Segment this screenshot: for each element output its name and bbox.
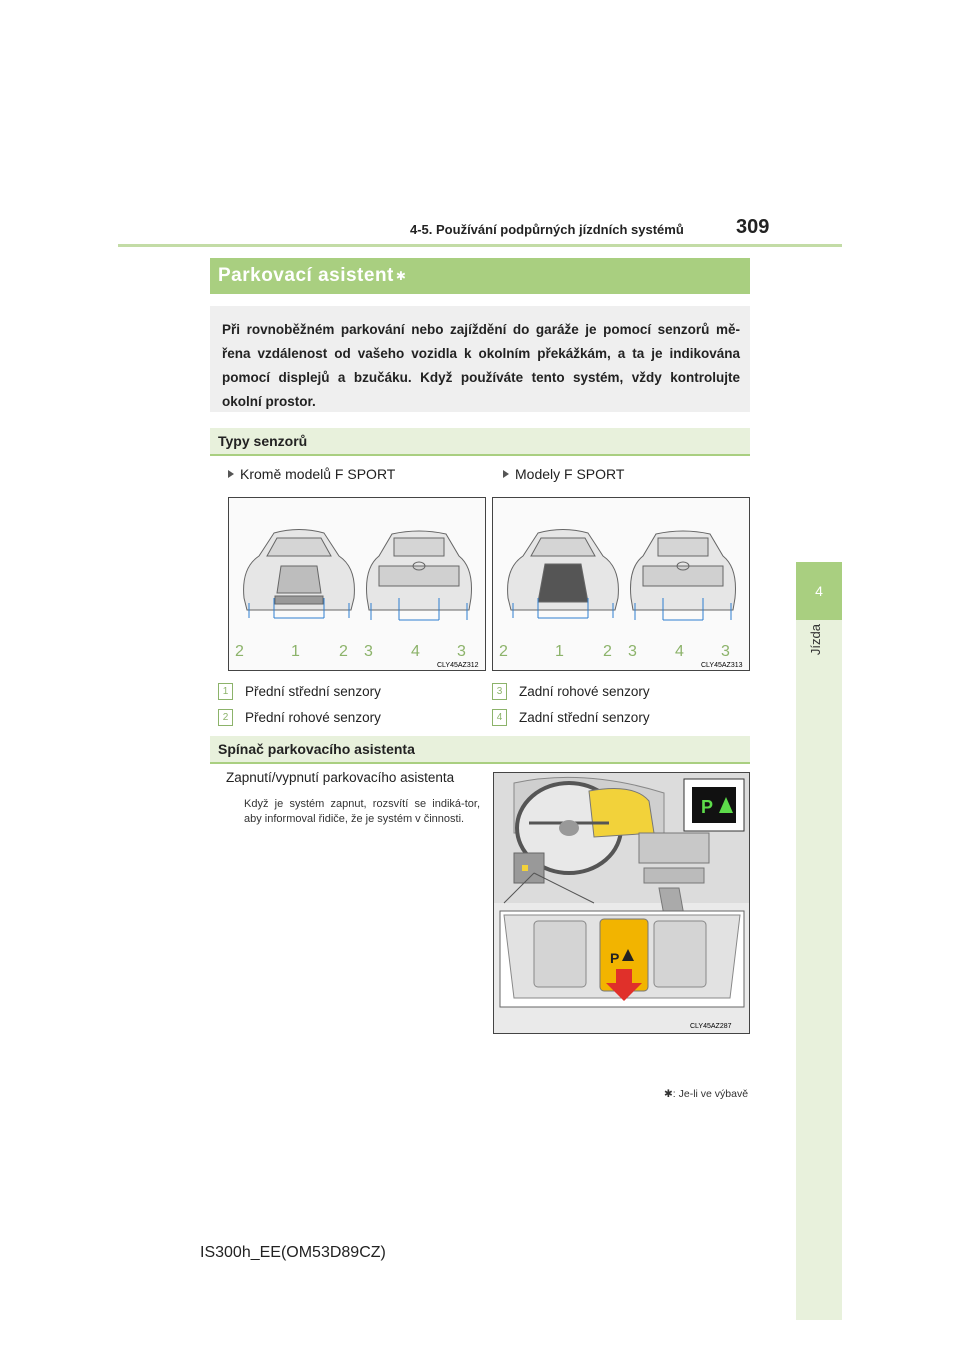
car-sensors-illustration <box>229 498 485 670</box>
figure-switch <box>493 772 750 1034</box>
figure-code: CLY45AZ287 <box>690 1023 732 1030</box>
title-bar <box>210 258 750 294</box>
legend-number: 2 <box>218 709 233 726</box>
callout-2: 2 <box>235 643 244 660</box>
dashboard-illustration <box>494 773 749 1033</box>
subsection-sensor-types <box>210 428 750 456</box>
callout-3: 3 <box>628 643 637 660</box>
chapter-strip <box>796 620 842 1320</box>
callout-3: 3 <box>721 643 730 660</box>
subsection-switch <box>210 736 750 764</box>
callout-1: 1 <box>291 643 300 660</box>
switch-label: Zapnutí/vypnutí parkovacího asistenta <box>226 770 455 785</box>
legend-item-4: 4 Zadní střední senzory <box>492 709 650 726</box>
page-title: Parkovací asistent <box>218 265 394 286</box>
callout-2: 2 <box>603 643 612 660</box>
header-rule <box>118 244 842 247</box>
option-fsport: Modely F SPORT <box>503 466 624 482</box>
subsection-title: Typy senzorů <box>218 433 308 449</box>
page-number: 309 <box>736 216 770 238</box>
callout-4: 4 <box>675 643 684 660</box>
switch-description: Když je systém zapnut, rozsvítí se indiká-tor, aby informoval řidiče, že je systém v činnosti. <box>244 798 480 825</box>
callout-2: 2 <box>499 643 508 660</box>
triangle-bullet-icon <box>503 470 509 478</box>
section-title: 4-5. Používání podpůrných jízdních systémů <box>410 222 684 237</box>
triangle-bullet-icon <box>228 470 234 478</box>
callout-1: 1 <box>555 643 564 660</box>
chapter-tab[interactable]: 4 <box>796 562 842 620</box>
figure-sensors-standard <box>228 497 486 671</box>
car-sensors-illustration <box>493 498 749 670</box>
footnote: ✱: Je-li ve výbavě <box>664 1088 749 1100</box>
figure-code: CLY45AZ312 <box>437 662 479 669</box>
chapter-label: Jízda <box>808 624 823 656</box>
legend-number: 4 <box>492 709 507 726</box>
figure-sensors-fsport <box>492 497 750 671</box>
optional-star: ✱ <box>395 269 406 283</box>
callout-2: 2 <box>339 643 348 660</box>
figure-code: CLY45AZ313 <box>701 662 743 669</box>
parking-indicator-icon: P <box>701 797 714 817</box>
option-non-fsport: Kromě modelů F SPORT <box>228 466 395 482</box>
intro-text: Při rovnoběžném parkování nebo zajíždění do garáže je pomocí senzorů mě-řena vzdálenost od vašeho vozidla k okolním překážkám, a ta je indikována pomocí displejů a bzučáku. Když používáte tento systém, vždy kontrolujte okolní prostor. <box>210 306 750 412</box>
callout-3: 3 <box>457 643 466 660</box>
parking-switch-icon: P <box>610 950 620 966</box>
callout-3: 3 <box>364 643 373 660</box>
subsection-title: Spínač parkovacího asistenta <box>218 741 415 757</box>
manual-code: IS300h_EE(OM53D89CZ) <box>200 1244 386 1261</box>
legend-item-3: 3 Zadní rohové senzory <box>492 683 650 700</box>
legend-item-2: 2 Přední rohové senzory <box>218 709 381 726</box>
callout-4: 4 <box>411 643 420 660</box>
legend-item-1: 1 Přední střední senzory <box>218 683 381 700</box>
legend-number: 3 <box>492 683 507 700</box>
legend-number: 1 <box>218 683 233 700</box>
